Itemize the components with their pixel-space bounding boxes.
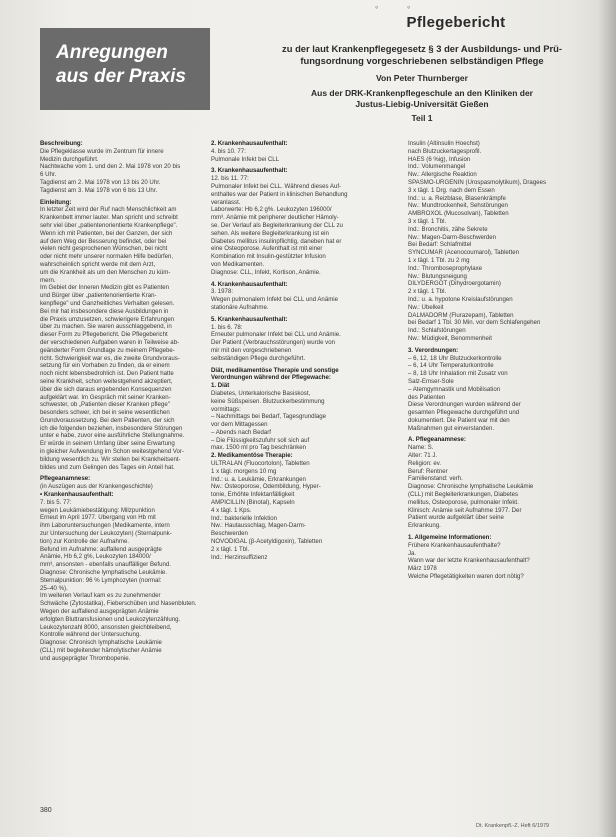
text-line: Pulmonale Infekt bei CLL	[211, 155, 280, 163]
text-line: (CLL) mit begleitender hämolytischer Anämie	[40, 647, 162, 654]
text-line: Ind.: bakterielle Infektion	[211, 514, 278, 522]
article-part: Teil 1	[411, 113, 433, 123]
text-line: keine Süßspeisen. Blutzuckerbestimmung	[211, 397, 325, 405]
article-author: Von Peter Thurnberger	[376, 73, 468, 83]
text-line: Name: S.	[408, 444, 434, 452]
text-line: enthaltes war der Patient in klinischen Behandlung	[211, 190, 348, 198]
text-line: tonie, Erhöhte Infektanfälligkeit	[211, 491, 295, 499]
text-line: Grundvoraussetzung. Bei dem Patienten, der sich	[40, 416, 175, 424]
text-line: DILYDERGOT (Dihydroergotamin)	[408, 280, 501, 288]
text-line: AMBROXOL (Mucosolvan), Tabletten	[408, 210, 509, 218]
text-line: 1. bis 6. 78:	[211, 323, 243, 331]
text-line: Pflegeanamnese:	[40, 475, 91, 483]
text-line: Ind.: Herzinsuffizienz	[211, 553, 268, 561]
text-line: vor dem Mittagessen	[211, 421, 268, 429]
journal-footer: Dt. Krankenpfl.-Z. Heft 6/1979	[476, 823, 550, 829]
article-affiliation-1: Aus der DRK-Krankenpflegeschule an den Kliniken der	[311, 88, 533, 98]
text-line: 3 x tägl. 1 Tbl.	[408, 217, 447, 225]
text-line: – Die Flüssigkeitszufuhr soll sich auf	[211, 436, 310, 444]
text-line: Kombination mit Insulin-gestützter Infusion	[211, 253, 326, 261]
text-line: Ind.: Schlafstörungen	[408, 327, 466, 335]
text-line: geänderter Form Grundlage zu meinem Pflegebe-	[40, 346, 175, 354]
text-column-right	[408, 140, 603, 581]
text-line: des Patienten	[408, 393, 446, 401]
text-line: 3 x tägl. 1 Drg. nach dem Essen	[408, 186, 495, 194]
text-line: Patient wurde aufgeklärt über seine	[408, 514, 504, 522]
article-affiliation-2: Justus-Liebig-Universität Gießen	[355, 99, 489, 109]
text-line: Tagdienst am 2. Mai 1978 von 13 bis 20 Uhr.	[40, 178, 161, 186]
banner-line-2: aus der Praxis	[56, 66, 186, 87]
text-line: um die Krankheit als um den Menschen zu küm-	[40, 268, 171, 276]
text-line: Verordnungen während der Pflegewache:	[211, 374, 331, 382]
text-line: Im weiteren Verlauf kam es zu zunehmender	[40, 592, 161, 600]
text-line: 3. Verordnungen:	[408, 346, 459, 354]
text-line: Ind.: u. a. Reizblase, Blasenkrämpfe	[408, 194, 506, 202]
text-line: nach Blutzuckertagesprofil.	[408, 147, 482, 155]
text-line: in gleicher Aufwendung im Schon weitestgehend Vor-	[40, 448, 184, 456]
text-line: schwester, ob „Patienten dieser Kranken pflege"	[40, 401, 170, 409]
text-line: richt. Schwierigkeit war es, die zweite Grundvoraus-	[40, 354, 180, 362]
text-line: ihm Laboruntersuchungen (Medikamente, intern	[40, 522, 170, 530]
text-line: Nw.: Allergische Reaktion	[408, 171, 477, 179]
text-line: Ind.: Bronchitis, zähe Sekrete	[408, 225, 488, 233]
text-line: 1 x tägl. 1 Tbl. zu 2 mg	[408, 256, 470, 264]
text-line: Maßnahmen gut einverstanden.	[408, 424, 495, 432]
text-line: Nw.: Magen-Darm-Beschwerden	[408, 233, 497, 241]
text-line: wegen Leukämiebestätigung: Milzpunktion	[40, 506, 155, 514]
text-line: Diagnose: CLL, Infekt, Kortison, Anämie.	[211, 268, 321, 276]
text-line: 4. Krankenhausaufenthalt:	[211, 280, 288, 288]
text-line: veranlasst.	[211, 198, 241, 206]
page-number: 380	[40, 807, 52, 814]
text-line: mir mit den vorgeschriebenen	[211, 346, 292, 354]
text-line: NOVODIGAL (β-Acetyldigoxin), Tabletten	[211, 538, 323, 546]
text-line: Der Patient (Verbrauchsstörungen) wurde von	[211, 339, 335, 347]
text-line: Sternalpunktion: 96 % Lymphozyten (normal:	[40, 576, 162, 584]
text-line: Tagdienst am 3. Mai 1978 von 6 bis 13 Uhr.	[40, 186, 158, 194]
text-line: sehr viel über „patientenorientierte Krankenpflege".	[40, 221, 178, 229]
ornament-mark: ◦	[407, 2, 411, 12]
text-line: 4 x tägl. 1 Kps.	[211, 506, 252, 514]
text-line: Nw.: Blutungsneigung	[408, 272, 467, 280]
article-subtitle-1: zu der laut Krankenpflegegesetz § 3 der Ausbildungs- und Prü-	[282, 43, 562, 54]
text-line: 2. Medikamentöse Therapie:	[211, 452, 293, 460]
text-line: ich die folgenden beziehen, insbesondere Störungen	[40, 424, 183, 432]
text-column-middle	[211, 140, 396, 561]
text-line: Bei Bedarf: Schlafmittel	[408, 241, 472, 249]
text-line: 2 x tägl. 1 Tbl.	[211, 545, 250, 553]
text-line: (in Auszügen aus der Krankengeschichte)	[40, 483, 153, 491]
text-line: tion) zur Kontrolle der Aufnahme.	[40, 537, 130, 545]
text-line: Krankenbett immer lauter. Man spricht und schreibt	[40, 214, 178, 222]
text-line: Pulmonaler Infekt bei CLL. Während dieses Auf-	[211, 182, 342, 190]
text-line: Ind.: Volumenmangel	[408, 163, 466, 171]
text-line: Beruf: Rentner	[408, 467, 448, 475]
text-line: Nw.: Hautausschlag, Magen-Darm-	[211, 522, 306, 530]
text-line: vormittags:	[211, 405, 241, 413]
text-line: März 1978	[408, 565, 437, 573]
ornament-mark: ◦	[375, 2, 379, 12]
text-line: In letzter Zeit wird der Ruf nach Menschlichkeit am	[40, 206, 177, 214]
text-line: Insulin (Altinsulin Hoechst)	[408, 140, 480, 147]
text-line: Er würde in seinem Umfang über seine Erwartung	[40, 440, 175, 448]
text-line: – Nachmittags bei Bedarf, Tagesgrundlage	[211, 413, 327, 421]
text-line: Laborwerte: Hb 6,2 g%. Leukozyten 196000/	[211, 206, 332, 214]
text-line: Beschwerden	[211, 530, 248, 538]
text-line: auf dem Weg der Besserung befindet, oder bei	[40, 237, 167, 245]
text-line: Nw.: Müdigkeit, Benommenheit	[408, 334, 492, 342]
text-line: Familienstand: verh.	[408, 475, 463, 483]
text-line: stationäre Aufnahme.	[211, 303, 269, 311]
text-line: 12. bis 11. 77:	[211, 175, 249, 183]
text-line: 3. Krankenhausaufenthalt:	[211, 167, 288, 175]
text-line: Welche Pflegetätigkeiten waren dort nötig?	[408, 573, 524, 581]
text-line: Nachtwache vom 1. und den 2. Mai 1978 von 20 bis	[40, 163, 181, 171]
text-line: HAES (6 %ig), Infusion	[408, 155, 471, 163]
text-line: Kontrolle während der Untersuchung.	[40, 631, 141, 639]
text-line: Wenn ich mit Patienten, bei der Ganzen, der sich	[40, 229, 173, 237]
text-line: Diagnose: Chronische lymphatische Leukämie.	[40, 569, 168, 577]
text-line: A. Pflegeanamnese:	[408, 436, 466, 444]
article-subtitle-2: fungsordnung vorgeschriebenen selbständigen Pflege	[300, 55, 544, 66]
text-line: Erneut im April 1977. Übergang von Hb mit	[40, 514, 156, 522]
text-column-left	[40, 140, 197, 663]
text-line: Klinisch: Anämie seit Aufnahme 1977. Der	[408, 506, 522, 514]
text-line: 1. Diät	[211, 382, 230, 390]
text-line: se. Der Verlauf als Begleiterkrankung der CLL zu	[211, 221, 343, 229]
text-line: mm³. Anämie mit peripherer deutlicher Hämoly-	[211, 214, 339, 222]
text-line: Nw.: Osteoporose, Ödembildung, Hyper-	[211, 483, 321, 491]
text-line: 7. bis 5. 77:	[40, 498, 72, 506]
text-line: über zu machen. Sie waren ausschlaggebend, in	[40, 323, 172, 331]
text-line: (CLL) mit Begleiterkrankungen, Diabetes	[408, 491, 519, 499]
text-line: seine Krankheit, schon weitestgehend akzeptiert,	[40, 377, 173, 385]
text-line: mellitus, Osteoporose, pulmonaler Infekt.	[408, 498, 519, 506]
text-line: Salz-Emser-Sole	[408, 377, 454, 385]
text-line: vielen nicht gesprochenen Wünschen, bei nicht	[40, 245, 168, 253]
text-line: Die Pflegeklasse wurde im Zentrum für innere	[40, 147, 164, 155]
text-line: Schwäche (Zytostatika), Fieberschüben und Nasenbluten.	[40, 600, 197, 608]
text-line: Wegen pulmonalem Infekt bei CLL und Anämie	[211, 296, 339, 304]
text-line: Nw.: Mundtrockenheit, Sehstörungen	[408, 202, 508, 210]
text-line: dieser Form zu Pflegebericht. Die Pflegebericht	[40, 331, 168, 339]
text-line: max. 1500 ml pro Tag beschränken	[211, 444, 307, 452]
text-line: Leukozytenzahl 8000, ansonsten gleichbleibend,	[40, 623, 172, 631]
text-line: noch nicht lebensbedrohlich ist. Den Patient hatte	[40, 370, 174, 378]
text-line: Ja.	[408, 549, 417, 557]
text-line: 4. bis 10. 77:	[211, 147, 246, 155]
text-line: bildes und zum Gelingen des Tages ein Anteil hat.	[40, 463, 175, 471]
text-line: – Abends nach Bedarf	[211, 428, 271, 436]
text-line: kenpflege" und Ganzheitliches Verhalten gelesen.	[40, 299, 175, 307]
text-line: Wann war der letzte Krankenhausaufenthalt?	[408, 557, 530, 565]
text-line: die Praxis umzusetzen, schwierigere Erfahrungen	[40, 315, 175, 323]
text-line: erfolgten Bluttransfusionen und Leukozytenzählung.	[40, 615, 181, 623]
text-line: Einleitung:	[40, 198, 72, 206]
text-line: Diabetes, Unterkalorische Basiskost,	[211, 389, 311, 397]
text-line: setzung für ein Vorhaben zu finden, da er einem	[40, 362, 170, 370]
text-line: 6 Uhr.	[40, 171, 57, 179]
text-line: Diagnose: Chronisch lymphatische Leukämie	[40, 639, 162, 647]
text-line: – Atemgymnastik und Mobilisation	[408, 385, 501, 393]
text-line: 5. Krankenhausaufenthalt:	[211, 315, 288, 323]
text-line: aufgeklärt war. Im Gespräch mit seiner Kranken-	[40, 393, 171, 401]
article-title: Pflegebericht	[406, 14, 506, 31]
text-line: DALMADORM (Flurazepam), Tabletten	[408, 311, 514, 319]
text-line: sehen. Als weitere Begleiterkrankung ist ein	[211, 229, 329, 237]
text-line: eine Osteoporose. Aufenthalt ist mit einer	[211, 245, 323, 253]
text-line: Bei mir hat insbesondere diese Ausbildungen in	[40, 307, 169, 315]
text-line: besonders schwer, ich bei in seine wesentlichen	[40, 409, 170, 417]
text-line: – 6, 14 Uhr Temperaturkontrolle	[408, 362, 494, 370]
text-line: wahrscheinlich spricht werde mit dem Arzt,	[40, 260, 156, 268]
text-line: bildung wesentlich zu. Wir stellen bei Krankheitsent-	[40, 455, 181, 463]
text-line: mm³, ansonsten - ebenfalls unauffälliger Befund.	[40, 561, 171, 569]
text-line: oder nicht mehr unserer normalen Hilfe bedürfen,	[40, 253, 174, 261]
text-line: AMPICILLIN (Binotal), Kapseln	[211, 499, 295, 507]
text-line: Diagnose: Chronische lymphatische Leukämie	[408, 483, 534, 491]
text-line: Ind.: u. a. Leukämie, Erkrankungen	[211, 475, 306, 483]
text-line: Erkrankung.	[408, 522, 441, 530]
text-line: 3. 1978:	[211, 288, 234, 296]
text-line: der verschiedenen Aufgaben waren in Teilweise ab-	[40, 338, 180, 346]
text-line: Diese Verordnungen wurden während der	[408, 401, 521, 409]
text-line: zur Untersuchung der Leukozyten) (Sternalpunk-	[40, 530, 172, 538]
text-line: Medizin durchgeführt.	[40, 155, 99, 163]
text-line: Im Gebiet der Inneren Medizin gibt es Patienten	[40, 284, 170, 292]
text-line: bei Bedarf 1 Tbl. 30 Min. vor dem Schlafengehen	[408, 319, 541, 327]
text-line: Religion: ev.	[408, 459, 442, 467]
banner-line-1: Anregungen	[56, 42, 168, 63]
text-line: ULTRALAN (Fluocortolon), Tabletten	[211, 460, 310, 468]
text-line: – 8, 18 Uhr Inhalation mit Zusatz von	[408, 370, 508, 378]
text-line: Befund im Aufnahme: auffallend ausgeprägte	[40, 545, 162, 553]
text-line: 1. Allgemeine Informationen:	[408, 534, 492, 542]
text-line: 25–40 %).	[40, 584, 68, 592]
text-line: Ind.: u. a. hypotone Kreislaufstörungen	[408, 295, 513, 303]
text-line: Diät, medikamentöse Therapie und sonstige	[211, 366, 339, 374]
text-line: Beschreibung:	[40, 140, 83, 147]
text-line: SYNCUMAR (Acenocoumarol), Tabletten	[408, 249, 519, 257]
text-line: – 6, 12, 18 Uhr Blutzuckerkontrolle	[408, 354, 502, 362]
text-line: 1 x tägl. morgens 10 mg	[211, 467, 277, 475]
text-line: Alter: 71 J.	[408, 452, 438, 460]
text-line: Ind.: Thromboseprophylaxe	[408, 264, 483, 272]
text-line: und ausgeprägter Thrombopenie.	[40, 654, 131, 662]
text-line: SPASMO-URGENIN (Urospasmolytikum), Dragees	[408, 178, 547, 186]
text-line: Nw.: Übelkeit	[408, 303, 444, 311]
text-line: dokumentiert. Die Patient war mit den	[408, 416, 510, 424]
text-line: 2. Krankenhausaufenthalt:	[211, 140, 288, 147]
text-line: Frühere Krankenhausaufenthalte?	[408, 541, 501, 549]
text-line: selbständigen Pflege durchgeführt.	[211, 354, 306, 362]
text-line: Anämie, Hb 6,2 g%, Leukozyten 184000/	[40, 553, 151, 561]
text-line: von Medikamenten.	[211, 260, 265, 268]
text-line: Wegen der auffallend ausgeprägten Anämie	[40, 608, 159, 616]
text-line: über die sich daraus ergebenden Konsequenzen	[40, 385, 172, 393]
text-line: und Bürger über „patientenorientierte Kran-	[40, 292, 157, 300]
text-line: 2 x tägl. 1 Tbl.	[408, 288, 447, 296]
text-line: gesamten Pflegewache durchgeführt und	[408, 409, 520, 417]
text-line: mern.	[40, 276, 56, 284]
text-line: • Krankenhausaufenthalt:	[40, 491, 114, 499]
text-line: Erneuter pulmonaler Infekt bei CLL und Anämie.	[211, 331, 341, 339]
text-line: Diabetes mellitus insulinpflichtig, daneben hat er	[211, 237, 342, 245]
text-line: unter e habe, zuvor eine ausführliche Stellungnahme.	[40, 432, 185, 440]
